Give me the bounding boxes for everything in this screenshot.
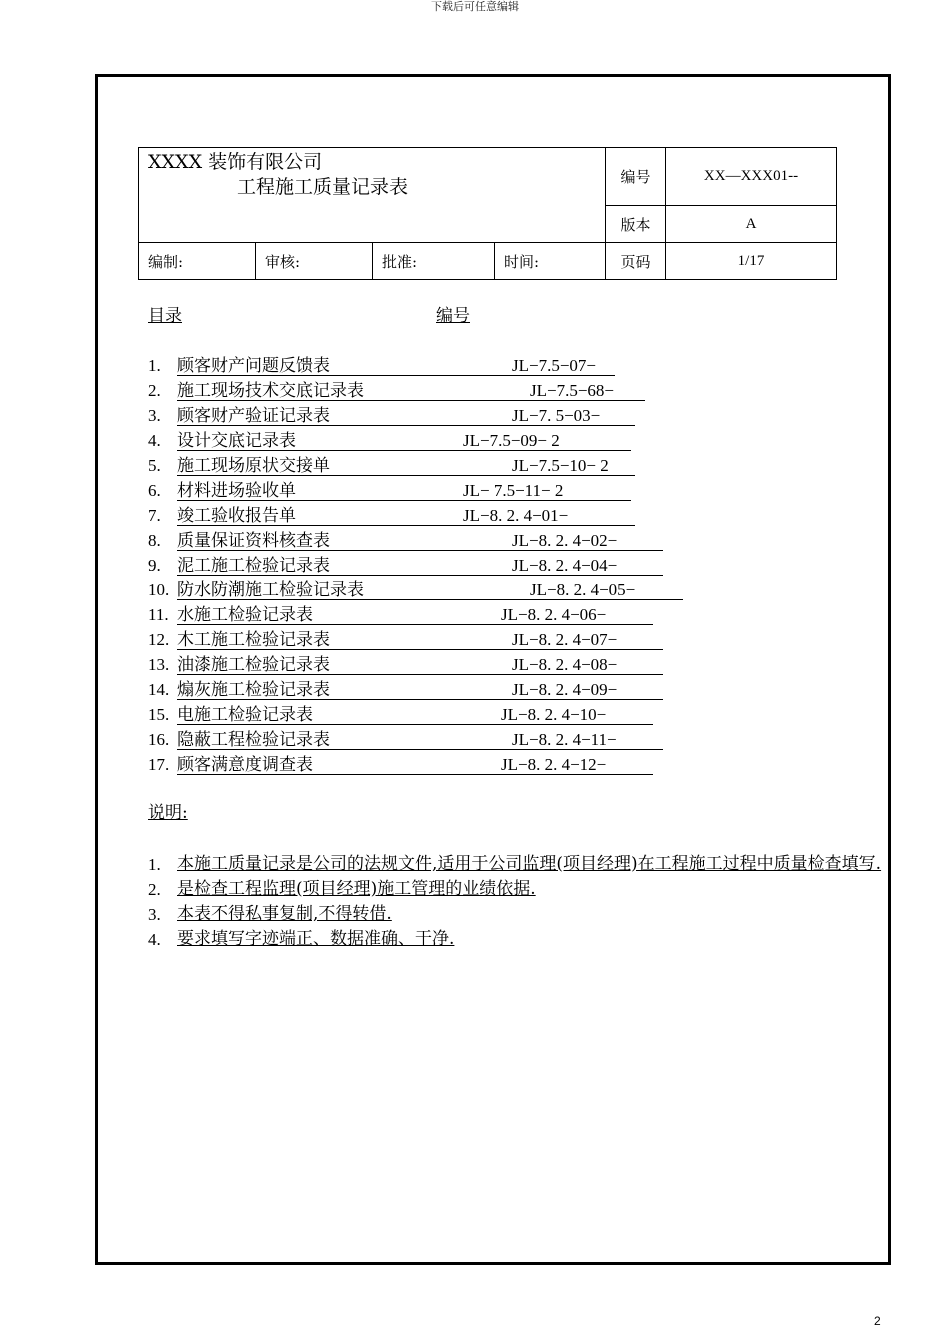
toc-item-number: 9.	[148, 555, 161, 575]
toc-item-line	[177, 680, 663, 700]
form-title: 工程施工质量记录表	[237, 176, 409, 198]
page-label: 页码	[606, 243, 666, 280]
toc-item-code: JL−8. 2. 4−09−	[512, 680, 618, 700]
toc-item-name: 电施工检验记录表	[177, 705, 313, 726]
toc-item-line	[177, 356, 615, 376]
toc-item-number: 17.	[148, 755, 170, 774]
toc-item-line	[177, 730, 663, 750]
toc-item-name: 顾客财产验证记录表	[177, 405, 330, 426]
toc-item-name: 顾客财产问题反馈表	[177, 356, 330, 376]
code-value: XX—XXX01--	[666, 148, 837, 206]
toc-item-number: 11.	[148, 605, 169, 625]
toc-item-code: JL−8. 2. 4−12−	[501, 755, 607, 774]
toc-item-code: JL−7.5−09− 2	[463, 430, 560, 450]
toc-item-number: 3.	[148, 405, 161, 425]
toc-item-number: 10.	[148, 580, 170, 600]
note-number: 3.	[148, 905, 161, 924]
toc-item-line	[177, 556, 663, 576]
toc-item-line	[177, 431, 631, 451]
note-text: 是检查工程监理(项目经理)施工管理的业绩依据.	[177, 879, 536, 899]
toc-item-name: 质量保证资料核查表	[177, 530, 330, 551]
notes-list	[148, 852, 888, 952]
toc-item-number: 5.	[148, 455, 161, 475]
toc-item-number: 6.	[148, 480, 161, 500]
toc-item-number: 15.	[148, 705, 170, 725]
toc-item-name: 施工现场技术交底记录表	[177, 380, 364, 401]
toc-item-number: 8.	[148, 530, 161, 550]
note-text: 本表不得私事复制,不得转借.	[177, 904, 392, 924]
toc-item-name: 竣工验收报告单	[177, 505, 296, 526]
toc-item-code: JL−7.5−68−	[530, 380, 615, 400]
toc-item-line	[177, 381, 645, 401]
toc-item-line	[177, 755, 653, 775]
company-name: XXXX 装饰有限公司	[148, 151, 323, 173]
code-label: 编号	[606, 148, 666, 206]
toc-item-code: JL−7.5−10− 2	[512, 455, 609, 475]
toc-item-code: JL−8. 2. 4−04−	[512, 555, 618, 575]
toc-item-name: 材料进场验收单	[177, 480, 296, 501]
toc-item-line	[177, 655, 663, 675]
toc-item-name: 泥工施工检验记录表	[177, 555, 330, 576]
toc-code-heading: 编号	[436, 306, 470, 326]
toc-item-line	[177, 705, 653, 725]
toc-item-code: JL−8. 2. 4−08−	[512, 655, 618, 675]
note-item	[148, 927, 888, 952]
toc-item-name: 施工现场原状交接单	[177, 455, 330, 476]
toc-item-line	[177, 406, 635, 426]
note-text: 要求填写字迹端正、数据准确、干净.	[177, 929, 455, 949]
toc-item-name: 油漆施工检验记录表	[177, 655, 330, 676]
toc-item-code: JL− 7.5−11− 2	[463, 480, 564, 500]
toc-item-number: 7.	[148, 505, 161, 525]
toc-item-line	[177, 531, 663, 551]
toc-item-line	[177, 456, 635, 476]
approved-by-field: 批准:	[373, 243, 495, 280]
prepared-by-field: 编制:	[139, 243, 256, 280]
note-item	[148, 902, 888, 927]
toc-item-number: 16.	[148, 730, 170, 750]
note-number: 2.	[148, 880, 161, 899]
toc-item-name: 木工施工检验记录表	[177, 630, 330, 651]
toc-item-code: JL−7.5−07−	[512, 356, 597, 375]
toc-item-code: JL−8. 2. 4−01−	[463, 505, 569, 525]
toc-item-code: JL−8. 2. 4−07−	[512, 630, 618, 650]
toc-item-code: JL−8. 2. 4−05−	[530, 580, 636, 600]
toc-item-number: 14.	[148, 680, 170, 700]
header-note: 下载后可任意编辑	[431, 0, 519, 13]
page-value: 1/17	[666, 243, 837, 280]
note-number: 4.	[148, 930, 161, 949]
date-field: 时间:	[495, 243, 606, 280]
toc-item-name: 煽灰施工检验记录表	[177, 680, 330, 701]
toc-item-name: 设计交底记录表	[177, 430, 296, 451]
toc-item-line	[177, 580, 683, 600]
toc-title: 目录	[148, 306, 182, 326]
toc-item-number: 13.	[148, 655, 170, 675]
note-text: 本施工质量记录是公司的法规文件,适用于公司监理(项目经理)在工程施工过程中质量检查填写.	[177, 854, 882, 874]
notes-title: 说明:	[148, 803, 188, 823]
toc-item-name: 防水防潮施工检验记录表	[177, 580, 364, 601]
toc-item-name: 顾客满意度调查表	[177, 755, 313, 775]
toc-item-line	[177, 506, 635, 526]
toc-item-code: JL−8. 2. 4−02−	[512, 530, 618, 550]
toc-item-line	[177, 481, 631, 501]
toc-item-line	[177, 605, 653, 625]
version-label: 版本	[606, 206, 666, 243]
note-item	[148, 852, 888, 877]
toc-item-code: JL−8. 2. 4−06−	[501, 605, 607, 625]
page-number: 2	[874, 1314, 881, 1328]
toc-item-name: 水施工检验记录表	[177, 605, 313, 626]
toc-item-number: 4.	[148, 430, 161, 450]
toc-item-number: 12.	[148, 630, 170, 650]
form-header-table	[138, 147, 837, 280]
toc-item-code: JL−8. 2. 4−11−	[512, 730, 617, 750]
reviewed-by-field: 审核:	[256, 243, 373, 280]
toc-item-name: 隐蔽工程检验记录表	[177, 730, 330, 751]
toc-item-number: 1.	[148, 356, 161, 375]
note-number: 1.	[148, 855, 161, 874]
toc-item-code: JL−7. 5−03−	[512, 405, 601, 425]
toc-item-code: JL−8. 2. 4−10−	[501, 705, 607, 725]
toc-item-number: 2.	[148, 380, 161, 400]
company-title-cell	[139, 148, 606, 243]
version-value: A	[666, 206, 837, 243]
note-item	[148, 877, 888, 902]
toc-item-line	[177, 630, 663, 650]
